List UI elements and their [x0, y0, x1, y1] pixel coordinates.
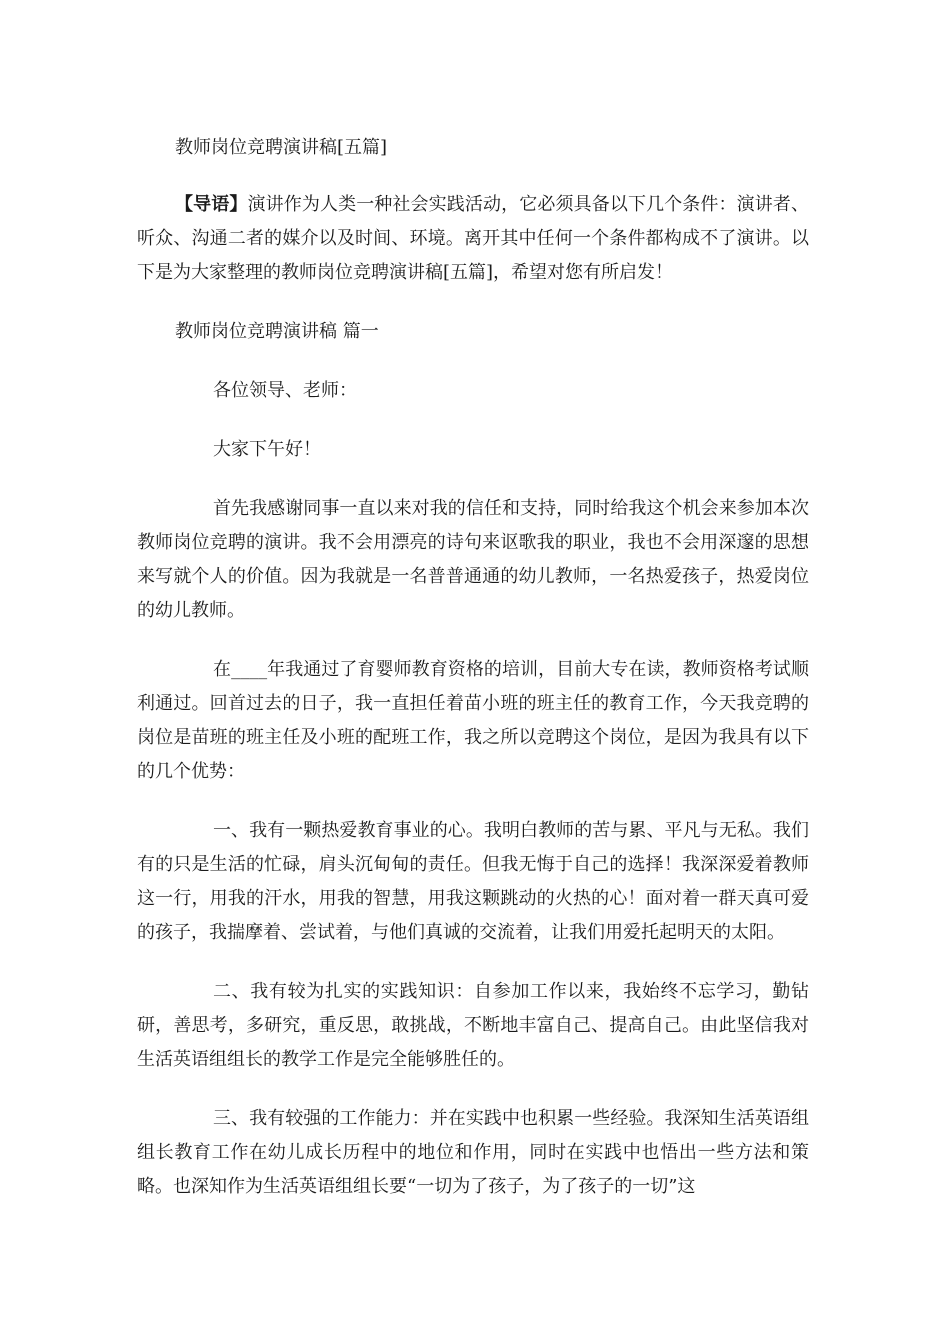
body-paragraph-4: 二、我有较为扎实的实践知识：自参加工作以来，我始终不忘学习，勤钻研，善思考，多研究，重反思，敢挑战，不断地丰富自己、提高自己。由此坚信我对生活英语组组长的教学工作是完全能够胜任的。: [137, 981, 809, 1070]
body-paragraph-1: 首先我感谢同事一直以来对我的信任和支持，同时给我这个机会来参加本次教师岗位竞聘的演讲。我不会用漂亮的诗句来讴歌我的职业，我也不会用深邃的思想来写就个人的价值。因为我就是一名普普通通的幼儿教师，一名热爱孩子，热爱岗位的幼儿教师。: [137, 498, 809, 621]
intro-label: 【导语】: [175, 194, 248, 215]
greeting: 大家下午好！: [213, 439, 321, 460]
section-title: 教师岗位竞聘演讲稿 篇一: [175, 321, 379, 342]
body-paragraph-3: 一、我有一颗热爱教育事业的心。我明白教师的苦与累、平凡与无私。我们有的只是生活的忙碌，肩头沉甸甸的责任。但我无悔于自己的选择！我深深爱着教师这一行，用我的汗水，用我的智慧，用我这颗跳动的火热的心！面对着一群天真可爱的孩子，我揣摩着、尝试着，与他们真诚的交流着，让我们用爱托起明天的太阳。: [137, 820, 809, 943]
intro-text: 演讲作为人类一种社会实践活动，它必须具备以下几个条件：演讲者、听众、沟通二者的媒介以及时间、环境。离开其中任何一个条件都构成不了演讲。以下是为大家整理的教师岗位竞聘演讲稿[五篇]，希望对您有所启发！: [137, 194, 810, 283]
body-paragraph-5: 三、我有较强的工作能力：并在实践中也积累一些经验。我深知生活英语组组长教育工作在幼儿成长历程中的地位和作用，同时在实践中也悟出一些方法和策略。也深知作为生活英语组组长要“一切为了孩子，为了孩子的一切”这: [137, 1108, 809, 1197]
document-title: 教师岗位竞聘演讲稿[五篇]: [175, 137, 388, 158]
intro-paragraph: [137, 188, 809, 290]
salutation: 各位领导、老师：: [213, 380, 357, 401]
document-body: [137, 134, 809, 1229]
body-paragraph-2: 在____年我通过了育婴师教育资格的培训，目前大专在读，教师资格考试顺利通过。回首过去的日子，我一直担任着苗小班的班主任的教育工作，今天我竞聘的岗位是苗班的班主任及小班的配班工作，我之所以竞聘这个岗位，是因为我具有以下的几个优势：: [137, 659, 809, 782]
